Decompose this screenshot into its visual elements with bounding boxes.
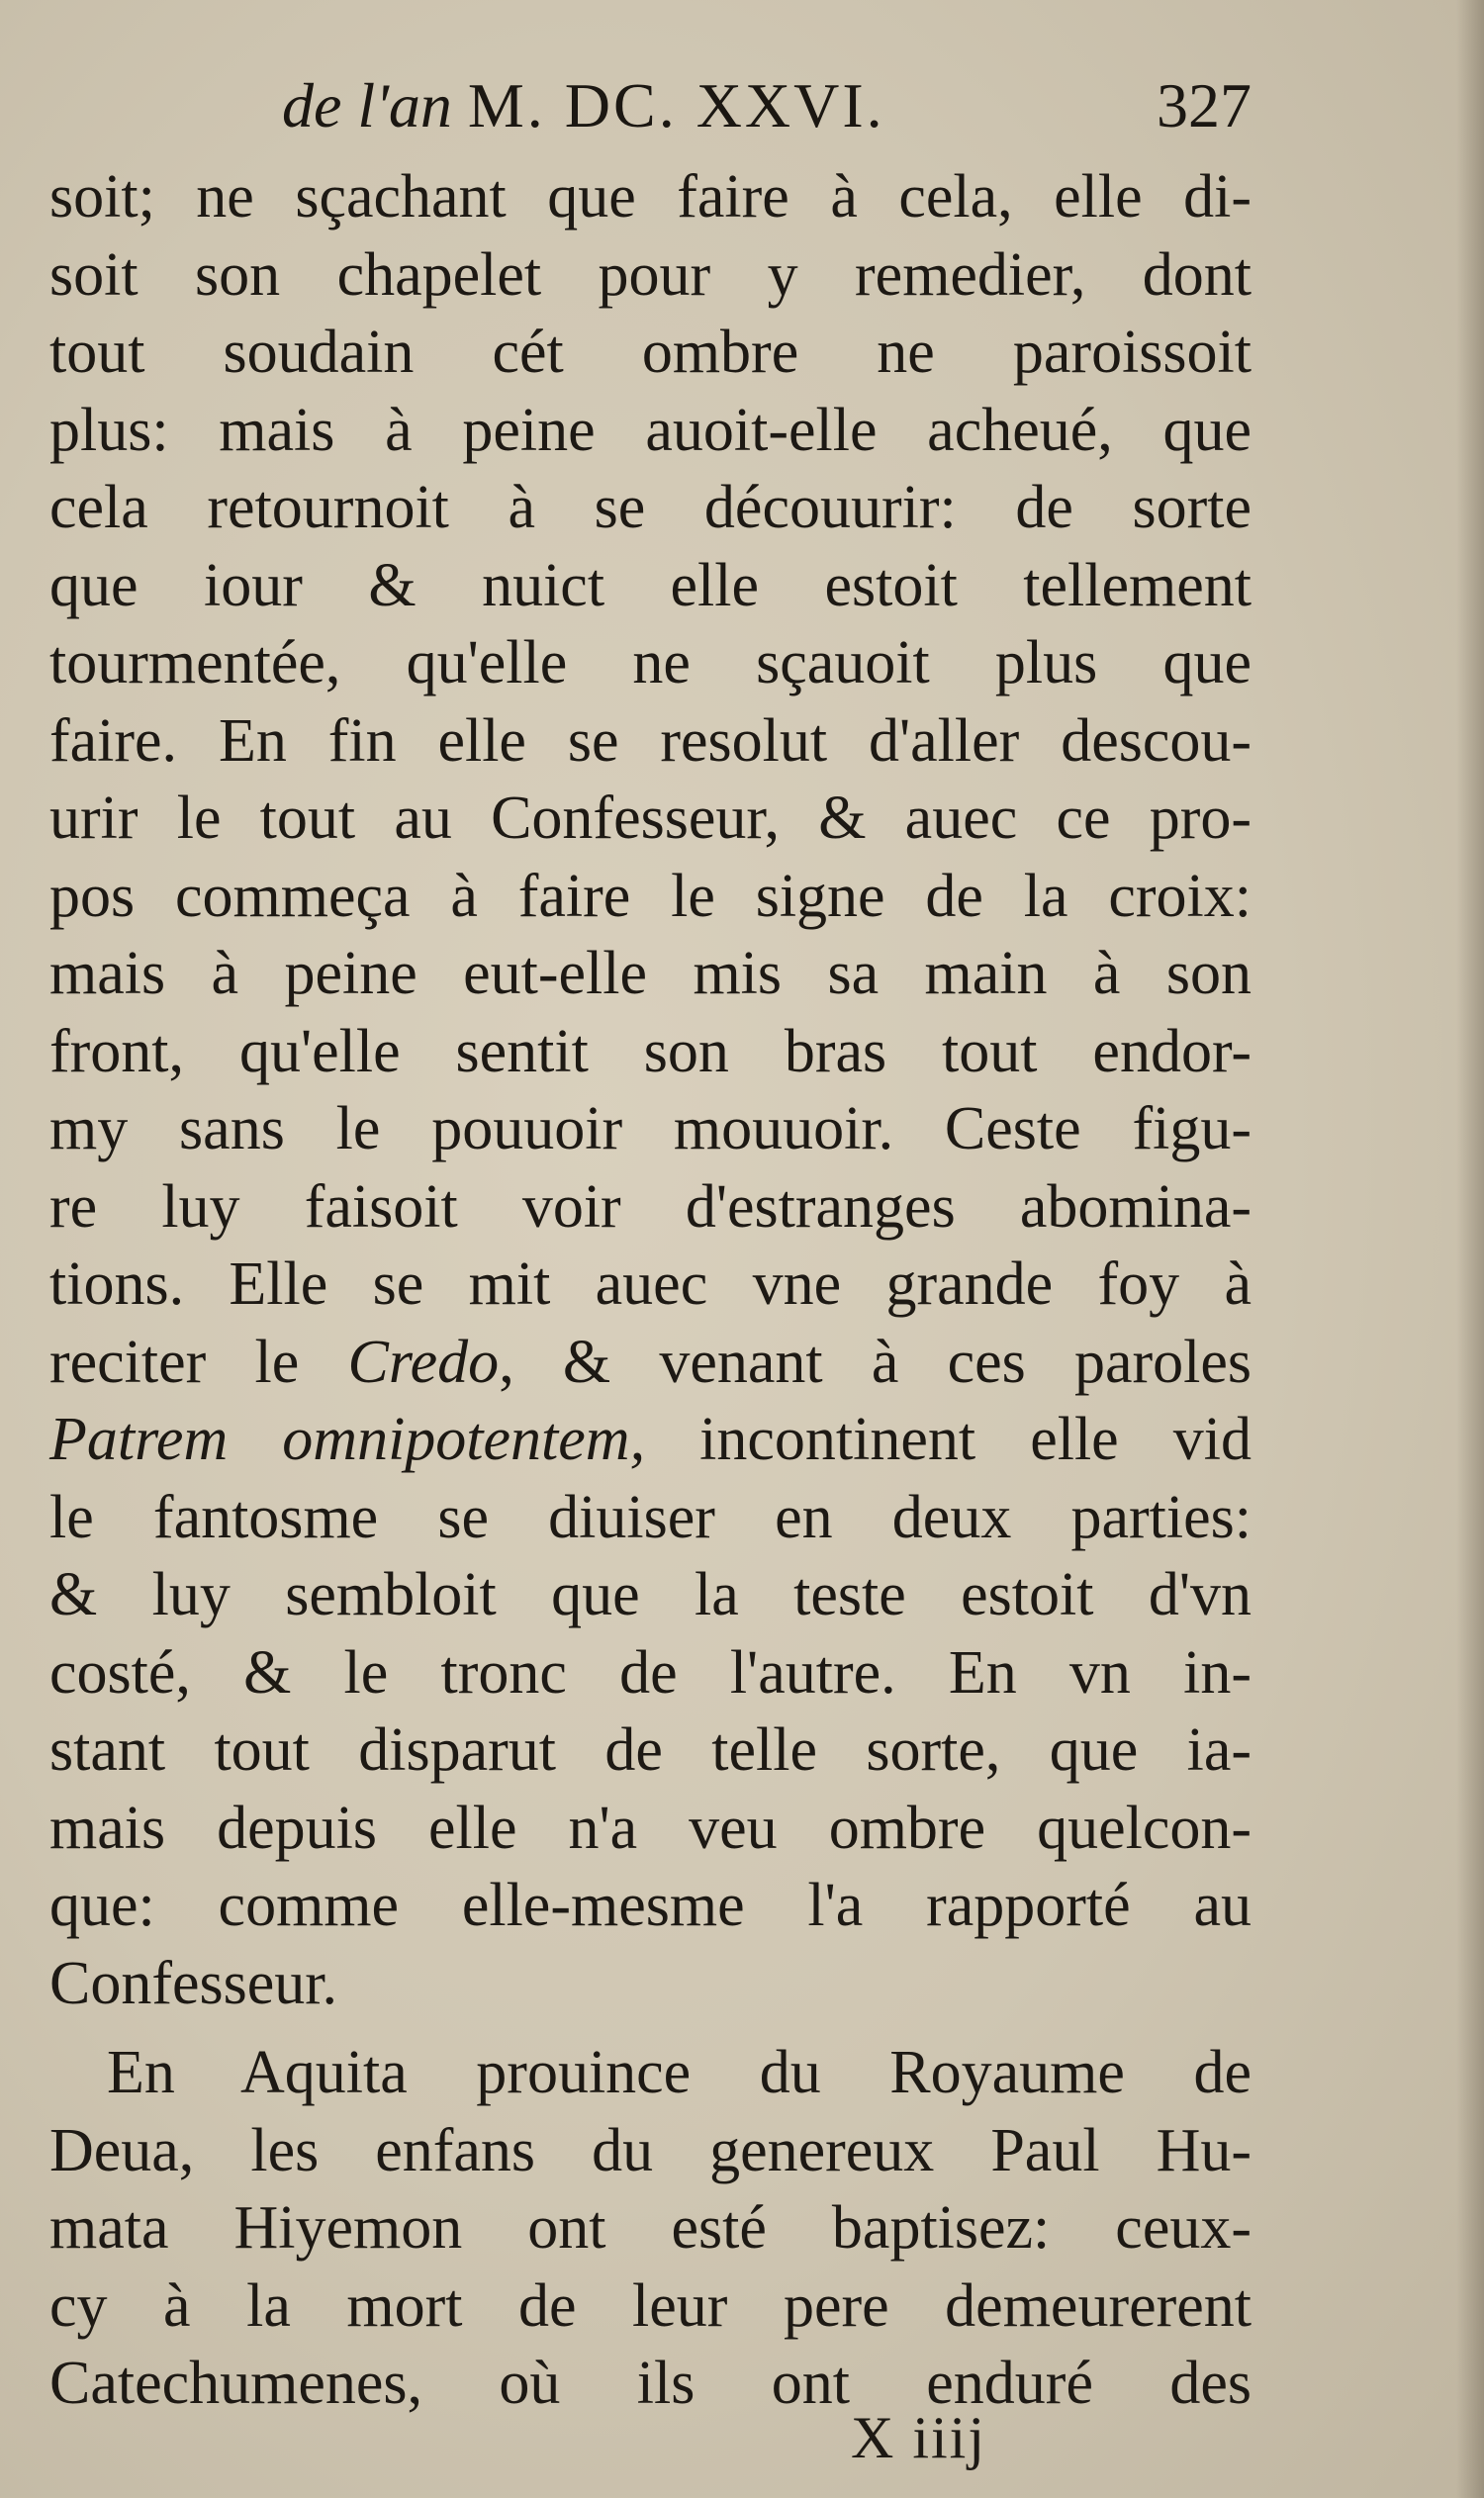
page-number: 327 [1157,70,1252,140]
text-line: Catechumenes, où ils ont enduré des [49,2350,1252,2417]
text-line: cela retournoit à se découurir: de sorte [49,474,1252,541]
text-line: urir le tout au Confesseur, & auec ce pro- [49,785,1252,852]
text-line: que iour & nuict elle estoit tellement [49,551,1252,619]
running-title-year: M. DC. XXVI. [467,70,885,140]
text-line: tout soudain cét ombre ne paroissoit [49,319,1252,386]
paragraph-2 [49,2034,1252,2423]
text-line: & luy sembloit que la teste estoit d'vn [49,1561,1252,1628]
text-line: tions. Elle se mit auec vne grande foy à [49,1250,1252,1318]
text-line: tourmentée, qu'elle ne sçauoit plus que [49,629,1252,696]
text-line: plus: mais à peine auoit-elle acheué, que [49,396,1252,464]
text-line: Deua, les enfans du genereux Paul Hu- [49,2116,1252,2184]
text-line: my sans le pouuoir mouuoir. Ceste figu- [49,1095,1252,1162]
text-line: re luy faisoit voir d'estranges abomina- [49,1172,1252,1241]
text-line: cy à la mort de leur pere demeurerent [49,2271,1252,2340]
patrem-after: incontinent elle vid [645,1406,1252,1473]
text-line: soit; ne sçachant que faire à cela, elle di- [49,163,1252,231]
text-line: pos commeça à faire le signe de la croix: [49,862,1252,930]
text-line: faire. En fin elle se resolut d'aller descou- [49,706,1252,775]
text-line-patrem [49,1401,1252,1479]
running-title [282,69,885,142]
patrem-italic: Patrem omnipotentem, [49,1406,646,1473]
text-block [49,158,1252,2423]
paragraph-gap [49,2022,1252,2034]
credo-before: reciter le [49,1328,300,1396]
page-header [282,69,1252,158]
page-edge-shadow [1456,0,1484,2498]
text-line: mata Hiyemon ont esté baptisez: ceux- [49,2194,1252,2262]
text-line: front, qu'elle sentit son bras tout endor- [49,1017,1252,1085]
running-title-italic: de l'an [282,70,452,140]
text-line: Confesseur. [49,1949,338,2017]
text-line: En Aquita prouince du Royaume de [107,2039,1252,2106]
text-line: mais depuis elle n'a veu ombre quelcon- [49,1794,1252,1862]
text-line: le fantosme se diuiser en deux parties: [49,1483,1252,1551]
text-line: mais à peine eut-elle mis sa main à son [49,940,1252,1007]
credo-italic: Credo [347,1328,500,1396]
paragraph-1 [49,158,1252,2022]
text-line: stant tout disparut de telle sorte, que ia- [49,1716,1252,1784]
text-line-credo [49,1324,1252,1402]
text-line: soit son chapelet pour y remedier, dont [49,240,1252,309]
signature-mark: X iiij [851,2405,987,2470]
text-line: que: comme elle-mesme l'a rapporté au [49,1872,1252,1939]
credo-after: , & venant à ces paroles [499,1328,1252,1396]
text-line: costé, & le tronc de l'autre. En vn in- [49,1638,1252,1707]
